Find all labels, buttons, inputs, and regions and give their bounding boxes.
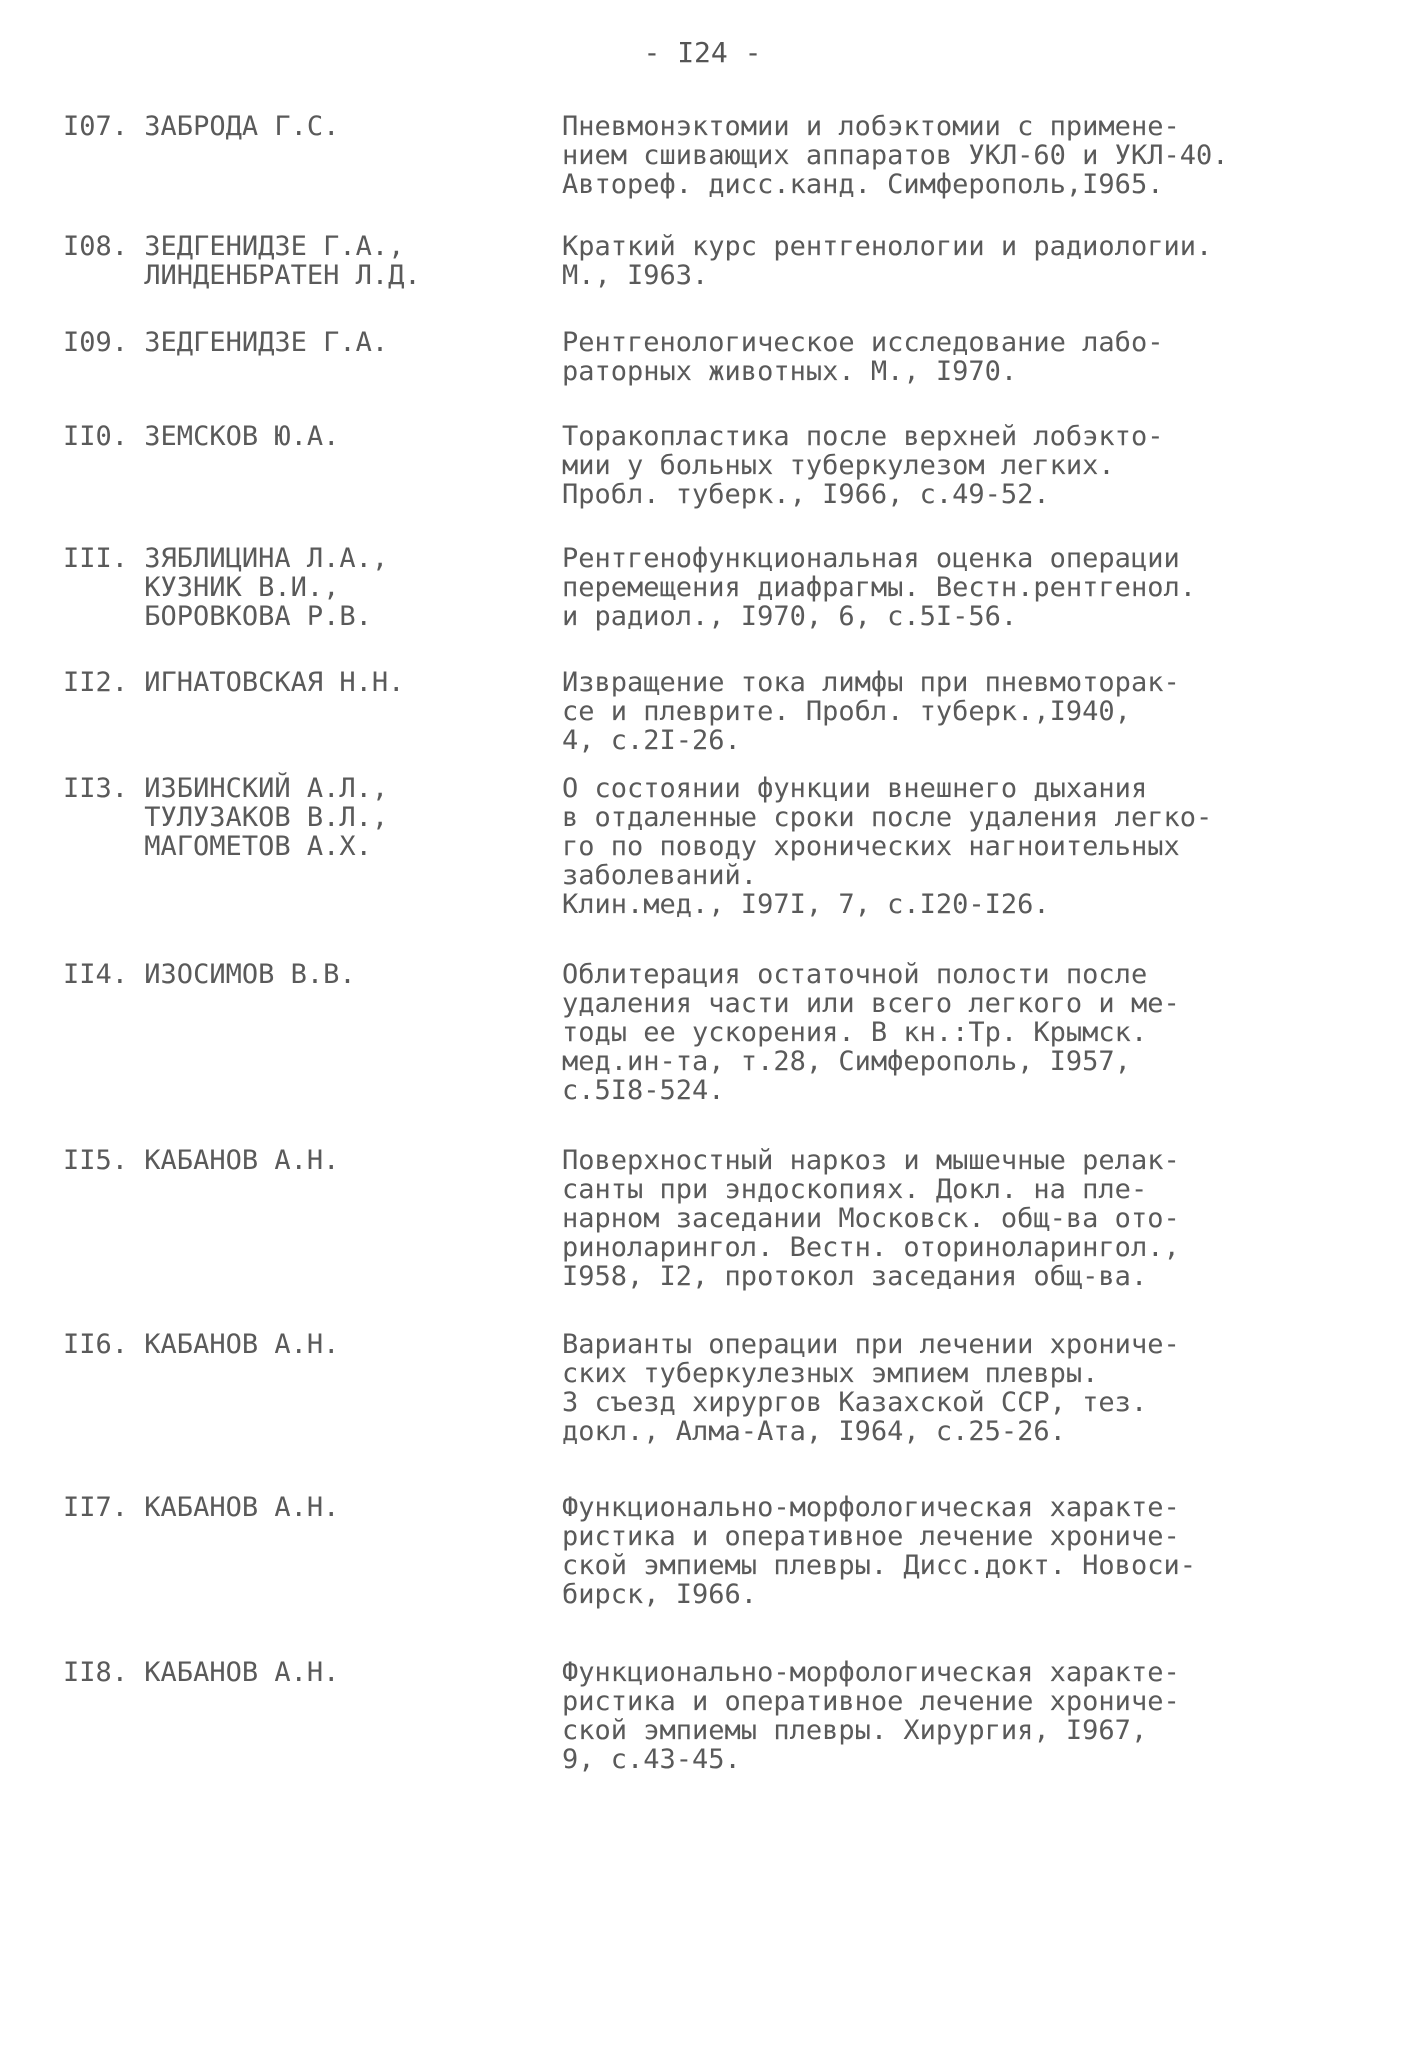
reference-line: Поверхностный наркоз и мышечные релак- [562,1145,1180,1176]
entry-number: II7. [63,1492,129,1523]
entry-author: ИГНАТОВСКАЯ Н.Н. [144,667,405,698]
entry-left-column [63,544,533,631]
reference-line: Извращение тока лимфы при пневмоторак- [562,667,1180,698]
reference-line: ристика и оперативное лечение хрониче- [562,1686,1180,1717]
entry-reference [562,544,1362,631]
entry-number: I08. [63,231,129,262]
reference-line: мед.ин-та, т.28, Симферополь, I957, [562,1046,1131,1077]
reference-line: ских туберкулезных эмпием плевры. [562,1358,1099,1389]
reference-line: Краткий курс рентгенологии и радиологии. [562,231,1213,262]
entry-author: ИЗОСИМОВ В.В. [144,959,356,990]
entry-reference [562,1146,1362,1291]
reference-line: Клин.мед., I97I, 7, с.I20-I26. [562,889,1050,920]
entry-author: КУЗНИК В.И., [144,572,340,603]
entry-author: КАБАНОВ А.Н. [144,1145,340,1176]
reference-line: заболеваний. [562,860,758,891]
reference-line: перемещения диафрагмы. Вестн.рентгенол. [562,572,1196,603]
reference-line: ской эмпиемы плевры. Хирургия, I967, [562,1715,1148,1746]
reference-line: риноларингол. Вестн. оториноларингол., [562,1232,1180,1263]
entry-left-column [63,668,533,697]
reference-line: и радиол., I970, 6, с.5I-56. [562,601,1018,632]
entry-author: ИЗБИНСКИЙ А.Л., [144,773,389,804]
reference-line: санты при эндоскопиях. Докл. на пле- [562,1174,1148,1205]
entry-left-column [63,232,533,290]
reference-line: нием сшивающих аппаратов УКЛ-60 и УКЛ-40. [562,140,1229,171]
reference-line: 4, с.2I-26. [562,725,741,756]
entry-number: II0. [63,421,129,452]
reference-line: I958, I2, протокол заседания общ-ва. [562,1261,1148,1292]
entry-number: II3. [63,773,129,804]
reference-line: Пневмонэктомии и лобэктомии с примене- [562,111,1180,142]
entry-number: II5. [63,1145,129,1176]
reference-line: тоды ее ускорения. В кн.:Тр. Крымск. [562,1017,1148,1048]
entry-number: II6. [63,1329,129,1360]
reference-line: в отдаленные сроки после удаления легко- [562,802,1213,833]
entry-left-column [63,1330,533,1359]
reference-line: удаления части или всего легкого и ме- [562,988,1180,1019]
reference-line: го по поводу хронических нагноительных [562,831,1180,862]
reference-line: Функционально-морфологическая характе- [562,1492,1180,1523]
entry-author: ЗЕДГЕНИДЗЕ Г.А., [144,231,405,262]
entry-author: ЛИНДЕНБРАТЕН Л.Д. [144,260,421,291]
reference-line: Автореф. дисс.канд. Симферополь,I965. [562,169,1164,200]
entry-author: КАБАНОВ А.Н. [144,1492,340,1523]
reference-line: раторных животных. М., I970. [562,356,1018,387]
reference-line: ристика и оперативное лечение хрониче- [562,1521,1180,1552]
reference-line: ской эмпиемы плевры. Дисс.докт. Новоси- [562,1550,1196,1581]
entry-author: ЗЕДГЕНИДЗЕ Г.А. [144,327,389,358]
entry-author: КАБАНОВ А.Н. [144,1657,340,1688]
reference-line: 3 съезд хирургов Казахской ССР, тез. [562,1387,1148,1418]
reference-line: докл., Алма-Ата, I964, с.25-26. [562,1416,1066,1447]
entry-number: II4. [63,959,129,990]
entry-left-column [63,1658,533,1687]
reference-line: Функционально-морфологическая характе- [562,1657,1180,1688]
entry-reference [562,960,1362,1105]
entry-reference [562,774,1362,919]
entry-reference [562,328,1362,386]
entry-author: ТУЛУЗАКОВ В.Л., [144,802,389,833]
reference-line: Облитерация остаточной полости после [562,959,1148,990]
reference-line: Торакопластика после верхней лобэкто- [562,421,1164,452]
entry-left-column [63,1146,533,1175]
entry-author: ЗЕМСКОВ Ю.А. [144,421,340,452]
reference-line: Рентгенофункциональная оценка операции [562,543,1180,574]
reference-line: мии у больных туберкулезом легких. [562,450,1115,481]
entry-left-column [63,422,533,451]
reference-line: нарном заседании Московск. общ-ва ото- [562,1203,1180,1234]
entry-left-column [63,960,533,989]
reference-line: Пробл. туберк., I966, с.49-52. [562,479,1050,510]
entry-reference [562,1493,1362,1609]
entry-reference [562,1330,1362,1446]
entry-author: КАБАНОВ А.Н. [144,1329,340,1360]
entry-number: I09. [63,327,129,358]
entry-number: I07. [63,111,129,142]
reference-line: с.5I8-524. [562,1075,725,1106]
entry-author: ЗАБРОДА Г.С. [144,111,340,142]
reference-line: О состоянии функции внешнего дыхания [562,773,1148,804]
entry-reference [562,112,1362,199]
entry-author: МАГОМЕТОВ А.Х. [144,831,372,862]
reference-line: Варианты операции при лечении хрониче- [562,1329,1180,1360]
entry-left-column [63,1493,533,1522]
entry-reference [562,668,1362,755]
entry-reference [562,1658,1362,1774]
reference-line: М., I963. [562,260,709,291]
page-number: - I24 - [643,36,762,69]
entry-reference [562,422,1362,509]
reference-line: 9, с.43-45. [562,1744,741,1775]
reference-line: бирск, I966. [562,1579,758,1610]
entry-reference [562,232,1362,290]
entry-left-column [63,328,533,357]
entry-number: II2. [63,667,129,698]
entry-author: БОРОВКОВА Р.В. [144,601,372,632]
reference-line: се и плеврите. Пробл. туберк.,I940, [562,696,1131,727]
entry-author: ЗЯБЛИЦИНА Л.А., [144,543,389,574]
entry-left-column [63,112,533,141]
entry-number: II8. [63,1657,129,1688]
reference-line: Рентгенологическое исследование лабо- [562,327,1164,358]
entry-number: III. [63,543,129,574]
entry-left-column [63,774,533,861]
